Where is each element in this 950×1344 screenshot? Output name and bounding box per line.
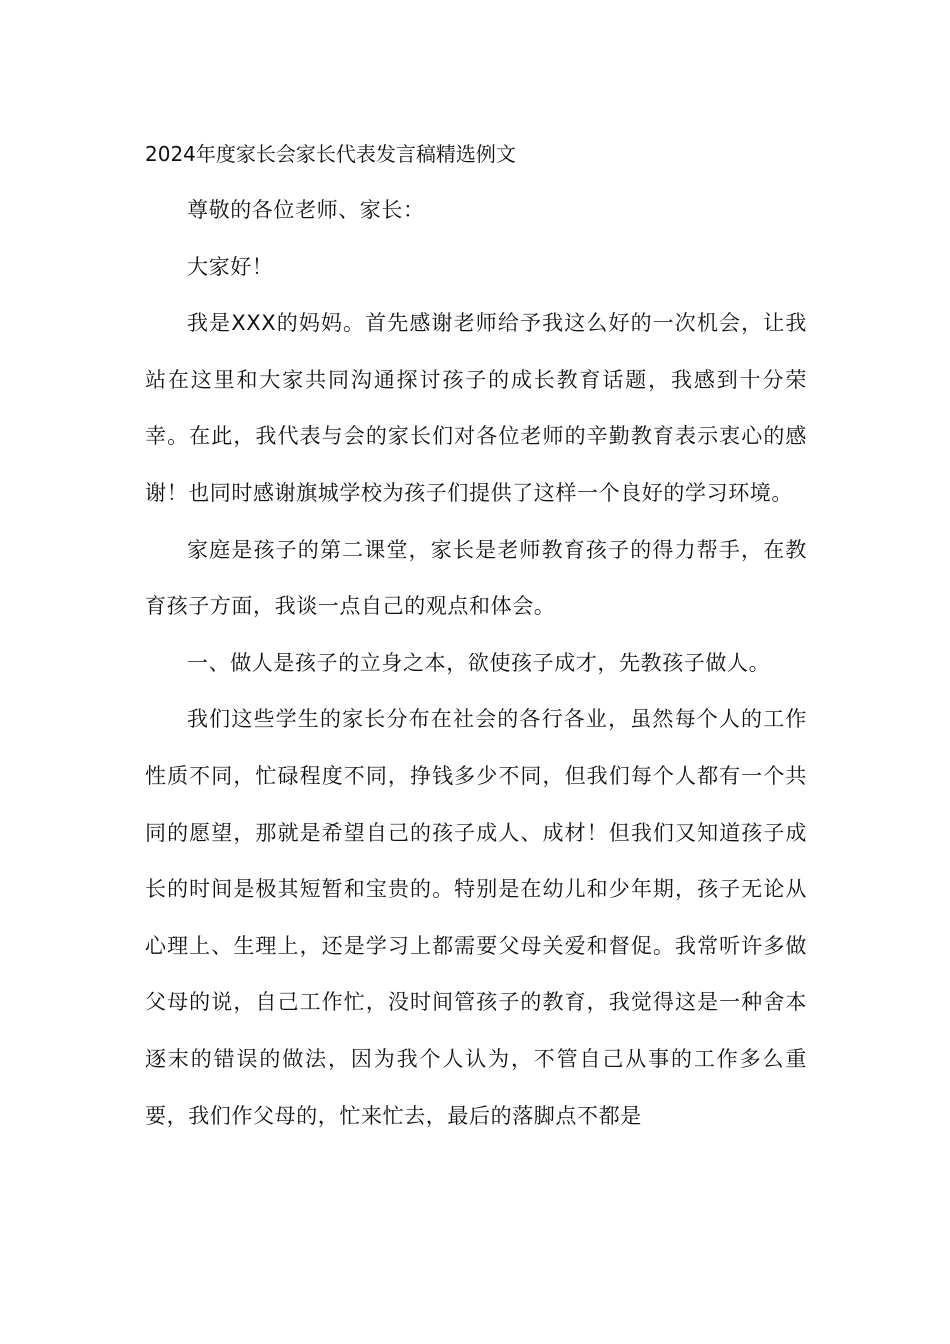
paragraph-intro: 我是XXX的妈妈。首先感谢老师给予我这么好的一次机会，让我站在这里和大家共同沟通探讨孩子的成长教育话题，我感到十分荣幸。在此，我代表与会的家长们对各位老师的辛勤教育表示衷心的感谢！也同时感谢旗城学校为孩子们提供了这样一个良好的学习环境。	[145, 311, 807, 505]
paragraph-parents-wish: 我们这些学生的家长分布在社会的各行各业，虽然每个人的工作性质不同，忙碌程度不同，挣钱多少不同，但我们每个人都有一个共同的愿望，那就是希望自己的孩子成人、成材！但我们又知道孩子成长的时间是极其短暂和宝贵的。特别是在幼儿和少年期，孩子无论从心理上、生理上，还是学习上都需要父母关爱和督促。我常听许多做父母的说，自己工作忙，没时间管孩子的教育，我觉得这是一种舍本逐末的错误的做法，因为我个人认为，不管自己从事的工作多么重要，我们作父母的，忙来忙去，最后的落脚点不都是	[145, 707, 807, 1128]
document-title: 2024年度家长会家长代表发言稿精选例文	[145, 142, 516, 166]
document-body	[145, 126, 807, 1144]
salutation: 尊敬的各位老师、家长：	[187, 198, 425, 222]
paragraph-family-classroom: 家庭是孩子的第二课堂，家长是老师教育孩子的得力帮手，在教育孩子方面，我谈一点自己的观点和体会。	[145, 537, 807, 619]
greeting: 大家好！	[187, 254, 274, 279]
section-heading-1: 一、做人是孩子的立身之本，欲使孩子成才，先教孩子做人。	[187, 650, 771, 675]
